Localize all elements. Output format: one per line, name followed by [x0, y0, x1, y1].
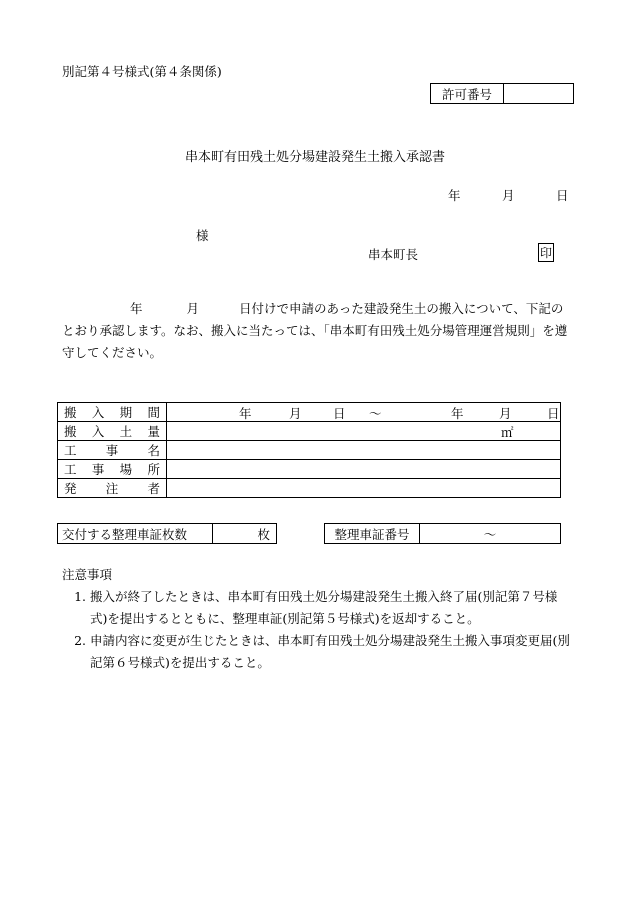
delivery-period-field[interactable]: 年 月 日 ～ 年 月 日	[167, 403, 561, 422]
body-year: 年	[130, 301, 143, 316]
date-month: 月	[502, 188, 515, 203]
row-delivery-period	[58, 403, 561, 422]
details-table	[57, 402, 561, 498]
volume-unit: ㎡	[501, 425, 514, 440]
label-project-name: 工 事 名	[58, 441, 167, 460]
project-name-field[interactable]	[167, 441, 561, 460]
note-item: 1. 搬入が終了したときは、串本町有田残土処分場建設発生土搬入終了届(別記第７号様式)を提出するとともに、整理車証(別記第５号様式)を返却すること。	[74, 589, 558, 626]
row-project-name	[58, 441, 561, 460]
seal-mark: 印	[538, 243, 554, 262]
row-delivery-volume	[58, 422, 561, 441]
project-location-field[interactable]	[167, 460, 561, 479]
row-project-location	[58, 460, 561, 479]
ticket-count-field[interactable]	[213, 524, 276, 543]
label-delivery-volume: 搬 入 土 量	[58, 422, 167, 441]
date-year: 年	[448, 188, 461, 203]
notes-heading: 注意事項	[62, 567, 113, 582]
note-item: 2. 申請内容に変更が生じたときは、串本町有田残土処分場建設発生土搬入事項変更届(別記第６号様式)を提出すること。	[74, 633, 570, 670]
issuer-name: 串本町長	[368, 247, 419, 262]
ticket-number-range: ～	[483, 526, 497, 542]
permit-number-field[interactable]	[504, 84, 573, 103]
client-field[interactable]	[167, 479, 561, 498]
body-text: 日付けで申請のあった建設発生土の搬入について、下記のとおり承認します。なお、搬入に当たっては、「串本町有田残土処分場管理運営規則」を遵守してください。	[62, 301, 568, 360]
notes-section	[62, 564, 572, 674]
ticket-number-field[interactable]	[420, 524, 560, 543]
ticket-count-unit: 枚	[257, 526, 270, 542]
ticket-number-label: 整理車証番号	[325, 524, 420, 543]
document-title: 串本町有田残土処分場建設発生土搬入承認書	[184, 150, 445, 165]
body-month: 月	[186, 301, 200, 316]
label-client: 発 注 者	[58, 479, 167, 498]
delivery-volume-field[interactable]	[167, 422, 561, 441]
label-delivery-period: 搬 入 期 間	[58, 403, 167, 422]
ticket-count-label: 交付する整理車証枚数	[58, 524, 213, 543]
ticket-number-box	[324, 523, 561, 544]
label-project-location: 工 事 場 所	[58, 460, 167, 479]
permit-number-box	[430, 83, 574, 104]
date-day: 日	[556, 188, 569, 203]
form-reference: 別記第４号様式(第４条関係)	[62, 64, 222, 79]
permit-number-label: 許可番号	[431, 84, 504, 103]
row-client	[58, 479, 561, 498]
ticket-count-box	[57, 523, 277, 544]
body-paragraph	[62, 298, 572, 364]
addressee-suffix: 様	[196, 228, 209, 243]
